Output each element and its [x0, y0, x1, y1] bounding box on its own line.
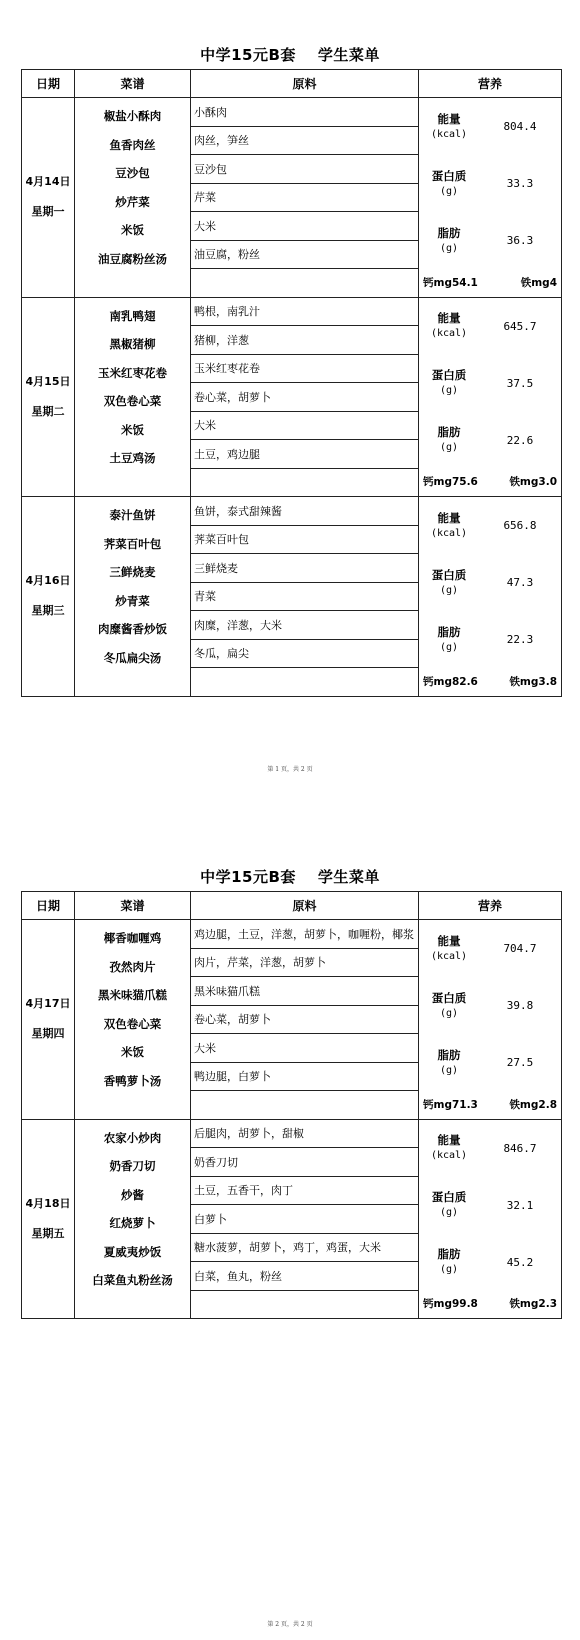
- ingredient-cell: 白菜，鱼丸，粉丝: [191, 1262, 419, 1291]
- protein-label-text: 蛋白质: [431, 1190, 467, 1204]
- minerals-row: [419, 269, 561, 295]
- dish-name: 孜然肉片: [109, 959, 156, 974]
- dish-name: 黑米味猫爪糕: [98, 988, 167, 1002]
- ingredient-cell: 大米: [191, 212, 419, 241]
- title-main: 中学15元B套: [200, 46, 296, 64]
- protein-value: 32.1: [506, 1198, 534, 1212]
- header-nutrition: 营养: [419, 70, 562, 98]
- protein-label: [419, 1190, 479, 1220]
- dish-cell: [75, 98, 191, 298]
- ingredient-cell: 冬瓜，扁尖: [191, 639, 419, 668]
- fat-label-text: 脂肪: [437, 225, 461, 240]
- header-dish: 菜谱: [75, 892, 191, 920]
- dish-name: 三鲜烧麦: [109, 565, 156, 579]
- fat-label: [419, 1247, 479, 1277]
- ingredient-cell: 鸡边腿，土豆，洋葱，胡萝卜，咖喱粉，椰浆: [191, 920, 419, 949]
- iron-value: 铁mg3.8: [509, 675, 557, 688]
- ingredient-cell: 卷心菜，胡萝卜: [191, 383, 419, 412]
- minerals-row: [419, 469, 561, 495]
- dish-cell: [75, 297, 191, 497]
- energy-label: [419, 112, 479, 142]
- energy-value: 804.4: [503, 120, 537, 133]
- dish-name: 油豆腐粉丝汤: [98, 251, 167, 266]
- energy-row: [419, 497, 561, 554]
- date-label: 4月17日: [25, 997, 71, 1011]
- table-row: [22, 497, 562, 526]
- energy-label-text: 能量: [437, 311, 461, 325]
- energy-label-text: 能量: [437, 933, 461, 948]
- fat-value: 36.3: [506, 234, 534, 247]
- header-row: [22, 70, 562, 98]
- ingredient-cell: 猪柳，洋葱: [191, 326, 419, 355]
- protein-value: 47.3: [506, 576, 534, 589]
- ingredient-cell: [191, 668, 419, 697]
- nutrition-cell: [419, 920, 562, 1120]
- dish-name: 米饭: [121, 223, 144, 237]
- ingredient-cell: 玉米红枣花卷: [191, 354, 419, 383]
- title-sub: 学生菜单: [317, 46, 380, 64]
- minerals-row: [419, 1291, 561, 1317]
- table-row: [22, 920, 562, 949]
- ingredient-cell: 鱼饼，泰式甜辣酱: [191, 497, 419, 526]
- dish-name: 黑椒猪柳: [109, 337, 156, 351]
- ingredient-cell: [191, 468, 419, 497]
- energy-label: [419, 934, 479, 964]
- dish-name: 椰香咖喱鸡: [103, 931, 162, 945]
- header-dish: 菜谱: [75, 70, 191, 98]
- weekday-label: 星期一: [31, 205, 65, 219]
- protein-label: [419, 169, 479, 199]
- nutrition-cell: [419, 497, 562, 697]
- energy-label: [419, 311, 479, 341]
- energy-row: [419, 1120, 561, 1177]
- protein-label-text: 蛋白质: [431, 168, 467, 183]
- iron-value: 铁mg2.8: [509, 1098, 557, 1111]
- dish-name: 南乳鸭翅: [109, 308, 156, 323]
- page-footer: 第 2 页，共 2 页: [267, 1621, 313, 1628]
- energy-label: [419, 1133, 479, 1163]
- protein-label: [419, 991, 479, 1021]
- menu-table: [21, 891, 562, 1319]
- dish-cell: [75, 1119, 191, 1319]
- fat-label-text: 脂肪: [437, 1247, 461, 1261]
- nutrition-cell: [419, 98, 562, 298]
- nutrition-cell: [419, 297, 562, 497]
- weekday-label: 星期三: [31, 604, 65, 618]
- protein-unit: (g): [439, 185, 459, 197]
- page-title: [0, 866, 580, 887]
- energy-label: [419, 511, 479, 541]
- dish-name: 土豆鸡汤: [109, 451, 156, 465]
- energy-row: [419, 98, 561, 155]
- energy-unit: (kcal): [430, 1150, 468, 1161]
- protein-row: [419, 1177, 561, 1234]
- energy-unit: (kcal): [430, 950, 468, 962]
- page-title: [0, 44, 580, 65]
- energy-label-text: 能量: [437, 1133, 461, 1147]
- ingredient-cell: 糖水菠萝，胡萝卜，鸡丁，鸡蛋，大米: [191, 1233, 419, 1262]
- fat-label: [419, 226, 479, 256]
- fat-unit: (g): [439, 641, 459, 653]
- energy-value: 645.7: [503, 319, 537, 333]
- fat-row: [419, 1034, 561, 1091]
- header-date: 日期: [22, 892, 75, 920]
- protein-value: 37.5: [506, 376, 534, 390]
- dish-name: 炒酱: [121, 1187, 144, 1202]
- fat-value: 22.6: [506, 433, 534, 447]
- date-cell: [22, 497, 75, 697]
- ingredient-cell: 肉片，芹菜，洋葱，胡萝卜: [191, 948, 419, 977]
- title-main: 中学15元B套: [200, 868, 296, 886]
- weekday-label: 星期二: [31, 404, 65, 418]
- dish-name: 炒芹菜: [115, 194, 150, 209]
- date-label: 4月16日: [25, 574, 71, 588]
- protein-unit: (g): [439, 584, 459, 596]
- iron-value: 铁mg2.3: [509, 1298, 557, 1310]
- dish-name: 泰汁鱼饼: [109, 508, 156, 522]
- date-cell: [22, 920, 75, 1120]
- protein-value: 33.3: [506, 177, 534, 190]
- calcium-value: 钙mg75.6: [423, 476, 478, 488]
- dish-name: 夏威夷炒饭: [103, 1244, 162, 1259]
- energy-value: 704.7: [503, 942, 537, 955]
- fat-unit: (g): [439, 442, 459, 453]
- calcium-value: 钙mg54.1: [423, 276, 478, 289]
- protein-label: [419, 568, 479, 598]
- fat-value: 22.3: [506, 633, 534, 646]
- ingredient-cell: 大米: [191, 1034, 419, 1063]
- dish-name: 玉米红枣花卷: [98, 365, 167, 380]
- energy-row: [419, 920, 561, 977]
- dish-name: 肉糜酱香炒饭: [98, 622, 167, 636]
- dish-name: 双色卷心菜: [103, 1016, 162, 1031]
- fat-label-text: 脂肪: [437, 624, 461, 639]
- protein-row: [419, 355, 561, 412]
- fat-row: [419, 412, 561, 469]
- table-row: [22, 1119, 562, 1148]
- header-ingredient: 原料: [191, 892, 419, 920]
- dish-name: 农家小炒肉: [103, 1130, 162, 1145]
- dish-name: 红烧萝卜: [109, 1216, 156, 1230]
- weekday-label: 星期五: [31, 1226, 65, 1240]
- date-label: 4月15日: [25, 374, 71, 388]
- fat-row: [419, 611, 561, 668]
- ingredient-cell: 芹菜: [191, 183, 419, 212]
- fat-unit: (g): [439, 1264, 459, 1275]
- protein-unit: (g): [439, 1007, 459, 1019]
- protein-unit: (g): [439, 1207, 459, 1218]
- iron-value: 铁mg4: [520, 276, 557, 289]
- ingredient-cell: 小酥肉: [191, 98, 419, 127]
- energy-label-text: 能量: [437, 111, 461, 126]
- dish-name: 香鸭萝卜汤: [103, 1073, 162, 1088]
- dish-name: 奶香刀切: [109, 1159, 156, 1173]
- ingredient-cell: 鸭边腿，白萝卜: [191, 1062, 419, 1091]
- header-ingredient: 原料: [191, 70, 419, 98]
- ingredient-cell: 荠菜百叶包: [191, 525, 419, 554]
- dish-name: 豆沙包: [115, 166, 150, 180]
- dish-name: 白菜鱼丸粉丝汤: [92, 1273, 173, 1287]
- protein-unit: (g): [439, 385, 459, 396]
- protein-label: [419, 368, 479, 398]
- fat-unit: (g): [439, 1064, 459, 1076]
- energy-row: [419, 298, 561, 355]
- fat-label: [419, 1048, 479, 1078]
- ingredient-cell: 后腿肉，胡萝卜，甜椒: [191, 1119, 419, 1148]
- date-label: 4月18日: [25, 1196, 71, 1210]
- calcium-value: 钙mg99.8: [423, 1298, 478, 1310]
- energy-label-text: 能量: [437, 510, 461, 525]
- ingredient-cell: 土豆，鸡边腿: [191, 440, 419, 469]
- protein-row: [419, 155, 561, 212]
- dish-name: 米饭: [121, 422, 144, 437]
- ingredient-cell: 大米: [191, 411, 419, 440]
- fat-unit: (g): [439, 242, 459, 254]
- fat-label: [419, 625, 479, 655]
- ingredient-cell: 卷心菜，胡萝卜: [191, 1005, 419, 1034]
- ingredient-cell: 肉丝，笋丝: [191, 126, 419, 155]
- fat-value: 27.5: [506, 1056, 534, 1069]
- protein-row: [419, 977, 561, 1034]
- fat-row: [419, 1234, 561, 1291]
- ingredient-cell: 油豆腐，粉丝: [191, 240, 419, 269]
- ingredient-cell: 三鲜烧麦: [191, 554, 419, 583]
- date-cell: [22, 297, 75, 497]
- header-nutrition: 营养: [419, 892, 562, 920]
- energy-value: 656.8: [503, 519, 537, 532]
- dish-cell: [75, 497, 191, 697]
- fat-label: [419, 425, 479, 455]
- protein-value: 39.8: [506, 999, 534, 1012]
- energy-value: 846.7: [503, 1141, 537, 1155]
- ingredient-cell: [191, 1091, 419, 1120]
- date-cell: [22, 98, 75, 298]
- title-sub: 学生菜单: [317, 868, 380, 886]
- calcium-value: 钙mg82.6: [423, 675, 478, 688]
- minerals-row: [419, 668, 561, 694]
- table-row: [22, 98, 562, 127]
- fat-label-text: 脂肪: [437, 425, 461, 439]
- ingredient-cell: [191, 1290, 419, 1319]
- date-cell: [22, 1119, 75, 1319]
- ingredient-cell: 土豆，五香干，肉丁: [191, 1176, 419, 1205]
- protein-label-text: 蛋白质: [431, 368, 467, 382]
- ingredient-cell: [191, 269, 419, 298]
- fat-value: 45.2: [506, 1255, 534, 1269]
- table-row: [22, 297, 562, 326]
- dish-name: 荠菜百叶包: [103, 536, 162, 551]
- dish-name: 双色卷心菜: [103, 394, 162, 408]
- protein-row: [419, 554, 561, 611]
- dish-name: 鱼香肉丝: [109, 137, 156, 152]
- protein-label-text: 蛋白质: [431, 990, 467, 1005]
- ingredient-cell: 白萝卜: [191, 1205, 419, 1234]
- ingredient-cell: 鸭根，南乳汁: [191, 297, 419, 326]
- energy-unit: (kcal): [430, 328, 468, 339]
- dish-name: 米饭: [121, 1045, 144, 1059]
- ingredient-cell: 肉糜，洋葱，大米: [191, 611, 419, 640]
- fat-row: [419, 212, 561, 269]
- header-row: [22, 892, 562, 920]
- dish-name: 冬瓜扁尖汤: [103, 650, 162, 665]
- calcium-value: 钙mg71.3: [423, 1098, 478, 1111]
- fat-label-text: 脂肪: [437, 1047, 461, 1062]
- weekday-label: 星期四: [31, 1027, 65, 1041]
- header-date: 日期: [22, 70, 75, 98]
- minerals-row: [419, 1091, 561, 1117]
- nutrition-cell: [419, 1119, 562, 1319]
- energy-unit: (kcal): [430, 527, 468, 539]
- dish-name: 炒青菜: [115, 593, 150, 608]
- protein-label-text: 蛋白质: [431, 567, 467, 582]
- iron-value: 铁mg3.0: [509, 476, 557, 488]
- ingredient-cell: 豆沙包: [191, 155, 419, 184]
- date-label: 4月14日: [25, 175, 71, 189]
- page-footer: 第 1 页，共 2 页: [267, 766, 313, 773]
- ingredient-cell: 青菜: [191, 582, 419, 611]
- menu-table: [21, 69, 562, 697]
- dish-cell: [75, 920, 191, 1120]
- ingredient-cell: 奶香刀切: [191, 1148, 419, 1177]
- ingredient-cell: 黑米味猫爪糕: [191, 977, 419, 1006]
- dish-name: 椒盐小酥肉: [103, 109, 162, 123]
- energy-unit: (kcal): [430, 128, 468, 140]
